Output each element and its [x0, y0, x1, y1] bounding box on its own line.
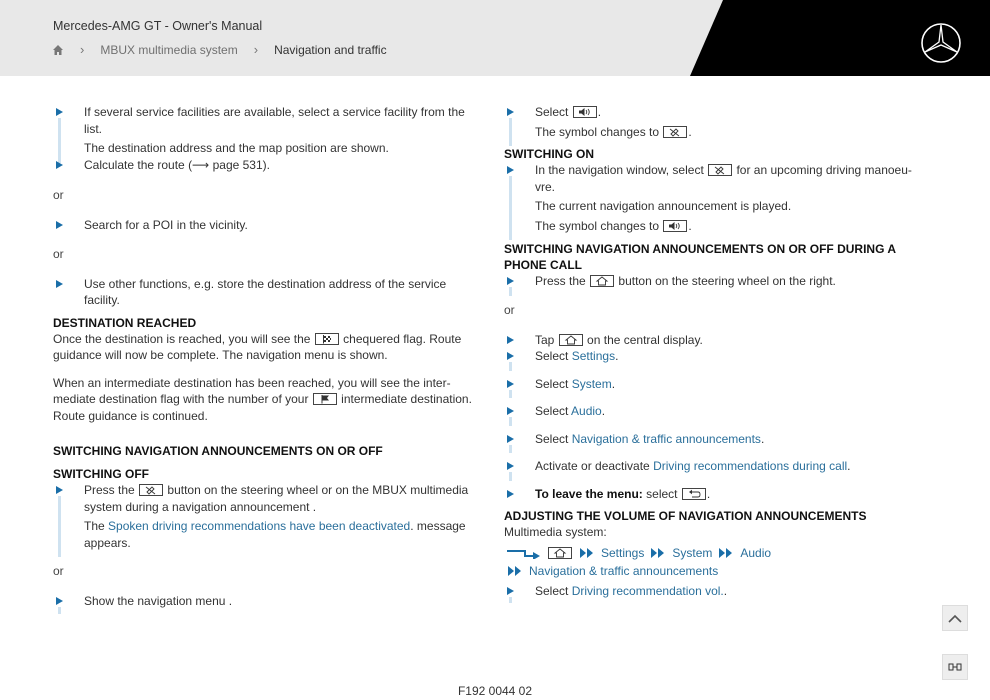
- breadcrumb-item-mbux[interactable]: MBUX multimedia system: [100, 42, 238, 57]
- home-button-icon: [590, 275, 614, 287]
- step-leave-menu: To leave the menu: select .: [504, 486, 924, 503]
- menu-path: [504, 544, 924, 562]
- heading-adjust-volume: ADJUSTING THE VOLUME OF NAVIGATION ANNOUNCEMENTS: [504, 509, 867, 523]
- step-arrow-icon: [507, 277, 514, 285]
- heading-during-phone-call: SWITCHING NAVIGATION ANNOUNCEMENTS ON OR OFF DURING A PHONE CALL: [504, 242, 896, 272]
- heading-destination-reached: DESTINATION REACHED: [53, 315, 197, 330]
- speaker-on-icon: [663, 220, 687, 232]
- step-select-settings: Select Settings.: [504, 348, 924, 365]
- manual-title: Mercedes-AMG GT - Owner's Manual: [53, 19, 263, 33]
- double-chevron-icon: [718, 547, 734, 559]
- message-text: Spoken driving recommendations have been deactivated: [108, 519, 411, 533]
- mercedes-star-logo: [920, 22, 962, 64]
- step-arrow-icon: [56, 597, 63, 605]
- step-arrow-icon: [56, 108, 63, 116]
- menu-path-2: [504, 562, 924, 580]
- step-arrow-icon: [56, 486, 63, 494]
- step-arrow-icon: [507, 352, 514, 360]
- step-arrow-icon: [56, 221, 63, 229]
- scroll-to-top-button[interactable]: [942, 605, 968, 631]
- zoom-icon: [948, 662, 962, 672]
- chevron-up-icon: [948, 614, 962, 623]
- step-search-poi: Search for a POI in the vicinity.: [53, 217, 473, 234]
- step-arrow-icon: [56, 161, 63, 169]
- home-button-icon: [559, 334, 583, 346]
- path-settings[interactable]: Settings: [601, 545, 645, 560]
- step-calculate-route: [53, 157, 473, 174]
- step-other-functions: Use other functions, e.g. store the destination address of the service facility.: [53, 276, 473, 309]
- chevron-right-icon: ›: [80, 42, 85, 57]
- double-chevron-icon: [507, 565, 523, 577]
- menu-item-audio[interactable]: Audio: [571, 404, 602, 418]
- double-chevron-icon: [579, 547, 595, 559]
- step-arrow-icon: [507, 336, 514, 344]
- mute-announcement-icon: [139, 484, 163, 496]
- back-arrow-icon: [682, 488, 706, 500]
- menu-item-settings[interactable]: Settings: [571, 349, 616, 363]
- intermediate-dest-text: When an intermediate destination has been reached, you will see the intermediate destination flag with the number of your intermediate destination. Route guidance is continued.: [53, 375, 472, 423]
- double-chevron-icon: [650, 547, 666, 559]
- home-icon[interactable]: [52, 44, 64, 56]
- breadcrumb: [52, 42, 387, 57]
- chequered-flag-icon: [315, 333, 339, 345]
- step-arrow-icon: [507, 587, 514, 595]
- step-arrow-icon: [507, 462, 514, 470]
- figure-code: F192 0044 02: [457, 684, 533, 698]
- home-button-icon: [548, 547, 572, 559]
- multimedia-system-label: Multimedia system:: [504, 525, 607, 539]
- chevron-right-icon: ›: [253, 42, 259, 57]
- step-arrow-icon: [507, 108, 514, 116]
- zoom-button[interactable]: [942, 654, 968, 680]
- left-column: If several service facilities are available, select a service facility from the list. The destination address and the map position are shown. Calculate the route (⟶ page 531). or Search for a POI in the vicinity. or Use other functions, e.g. store the destination address of the service facility. DESTINATION REACHED Once the destination is reached, you will see the chequered flag. Route guidance will now be complete. The navigation menu is shown. When an intermediate destination has been reached, you will see the intermediate destination flag with the number of your intermediate destination. Route guidance is continued. SWITCHING NAVIGATION ANNOUNCEMENTS ON OR OFF SWITCHING OFF Press the button on the steering wheel or on the MBUX multimedia system during a navigation announcement . The Spoken driving recommendations have been deactivated. message appears. or Show the navigation menu .: [53, 104, 473, 610]
- speaker-on-icon: [573, 106, 597, 118]
- page-link[interactable]: Calculate the route (⟶ page 531).: [84, 157, 270, 172]
- step-select-nav-traffic: Select Navigation & traffic announcements.: [504, 431, 924, 448]
- menu-item-volume[interactable]: Driving recommendation vol.: [571, 583, 724, 598]
- step-select-volume-rec: Select Driving recommendation vol..: [504, 583, 924, 600]
- step-arrow-icon: [507, 166, 514, 174]
- step-show-nav-menu: Show the navigation menu .: [53, 593, 473, 610]
- step-select-service: If several service facilities are available, select a service facility from the list. The destination address and the map position are shown.: [53, 104, 473, 157]
- step-arrow-icon: [507, 490, 514, 498]
- path-audio[interactable]: Audio: [740, 545, 772, 560]
- mute-announcement-icon: [663, 126, 687, 138]
- step-press-home: Press the button on the steering wheel on the right.: [504, 273, 924, 290]
- breadcrumb-item-navigation: Navigation and traffic: [274, 42, 387, 57]
- path-system[interactable]: System: [672, 545, 713, 560]
- menu-item-nav-traffic[interactable]: Navigation & traffic announcements: [571, 431, 761, 446]
- menu-item-system[interactable]: System: [571, 376, 612, 391]
- heading-switch-announcements: SWITCHING NAVIGATION ANNOUNCEMENTS ON OR OFF: [53, 444, 383, 458]
- step-arrow-icon: [507, 407, 514, 415]
- path-start-arrow-icon: [507, 547, 541, 559]
- menu-item-driving-rec-call[interactable]: Driving recommendations during call: [653, 459, 848, 473]
- intermediate-flag-icon: [313, 393, 337, 405]
- step-select-volume: Select . The symbol changes to .: [504, 104, 924, 140]
- step-nav-window-select: In the navigation window, select for an upcoming driving manoeuvre. The current navigation announcement is played. The symbol changes to .: [504, 162, 924, 234]
- mute-announcement-icon: [708, 164, 732, 176]
- path-nav-traffic[interactable]: Navigation & traffic announcements: [529, 563, 719, 578]
- step-arrow-icon: [507, 435, 514, 443]
- heading-switching-off: SWITCHING OFF: [53, 467, 149, 481]
- heading-switching-on: SWITCHING ON: [504, 147, 594, 161]
- page-header: [0, 0, 990, 76]
- dest-reached-text: Once the destination is reached, you will see the chequered flag. Route guidance will now be complete. The navigation menu is shown.: [53, 331, 462, 362]
- step-select-audio: Select Audio.: [504, 403, 924, 420]
- step-press-mute: Press the button on the steering wheel or on the MBUX multimedia system during a navigation announcement . The Spoken driving recommendations have been deactivated. message appears.: [53, 482, 473, 551]
- right-column: Select . The symbol changes to . SWITCHING ON In the navigation window, select for an upcoming driving manoeuvre. The current navigation announcement is played. The symbol changes to . SWITCHING NAVIGATION ANNOUNCEMENTS ON OR OFF DURING A PHONE CALL Press the button on the steering wheel on the right. or Tap on the central display. Select Settings. Select System. Select Audio. Select Navigation & traffic announcements. Activate or deactivate Driving recommendations during call. To leave the menu: select . ADJUSTING THE VOLUME OF NAVIGATION ANNOUNCEMENTS Multimedia system: Settings System Audio Navigation & traffic announcements Select Driving recommendation vol..: [504, 104, 924, 599]
- step-select-system: Select System.: [504, 376, 924, 393]
- step-arrow-icon: [56, 280, 63, 288]
- step-arrow-icon: [507, 380, 514, 388]
- step-tap-home: Tap on the central display.: [504, 332, 924, 349]
- step-activate-call-rec: Activate or deactivate Driving recommendations during call.: [504, 458, 924, 475]
